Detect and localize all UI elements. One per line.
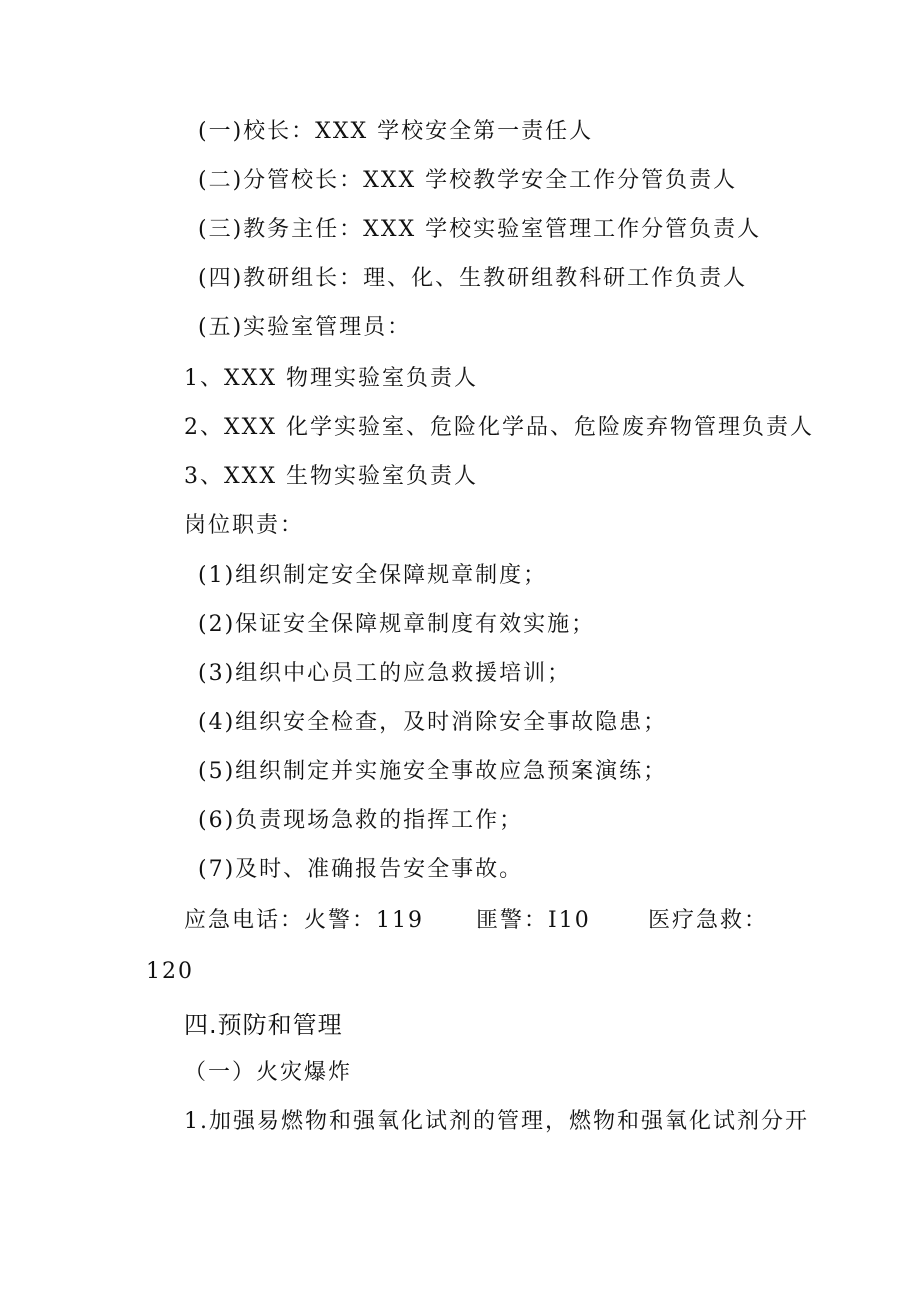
admin-biology: 3、XXX 生物实验室负责人 <box>184 464 478 489</box>
emergency-medical: 医疗急救： <box>648 908 769 933</box>
emergency-fire: 应急电话：火警：119 <box>184 908 424 933</box>
section-subtitle: （一）火灾爆炸 <box>184 1060 353 1085</box>
role-vice-principal: (二)分管校长：XXX 学校教学安全工作分管负责人 <box>198 168 738 193</box>
duties-title: 岗位职责： <box>184 513 305 538</box>
section-item: 1.加强易燃物和强氧化试剂的管理，燃物和强氧化试剂分开 <box>184 1109 809 1134</box>
emergency-medical-number: 120 <box>146 959 194 984</box>
emergency-police: 匪警：I10 <box>476 908 591 933</box>
admin-physics: 1、XXX 物理实验室负责人 <box>184 366 478 391</box>
role-group-leader: (四)教研组长：理、化、生教研组教科研工作负责人 <box>198 266 748 291</box>
role-academic-director: (三)教务主任：XXX 学校实验室管理工作分管负责人 <box>198 217 762 242</box>
duty-item: (5)组织制定并实施安全事故应急预案演练； <box>198 759 668 784</box>
admin-chemistry: 2、XXX 化学实验室、危险化学品、危险废弃物管理负责人 <box>184 415 814 440</box>
duty-item: (4)组织安全检查，及时消除安全事故隐患； <box>198 710 668 735</box>
duty-item: (6)负责现场急救的指挥工作； <box>198 808 524 833</box>
duty-item: (7)及时、准确报告安全事故。 <box>198 857 524 882</box>
duty-item: (3)组织中心员工的应急救援培训； <box>198 661 572 686</box>
duty-item: (1)组织制定安全保障规章制度； <box>198 563 548 588</box>
role-lab-admin: (五)实验室管理员： <box>198 315 412 340</box>
role-principal: (一)校长：XXX 学校安全第一责任人 <box>198 119 594 144</box>
duty-item: (2)保证安全保障规章制度有效实施； <box>198 612 596 637</box>
section-title: 四.预防和管理 <box>184 1011 343 1039</box>
